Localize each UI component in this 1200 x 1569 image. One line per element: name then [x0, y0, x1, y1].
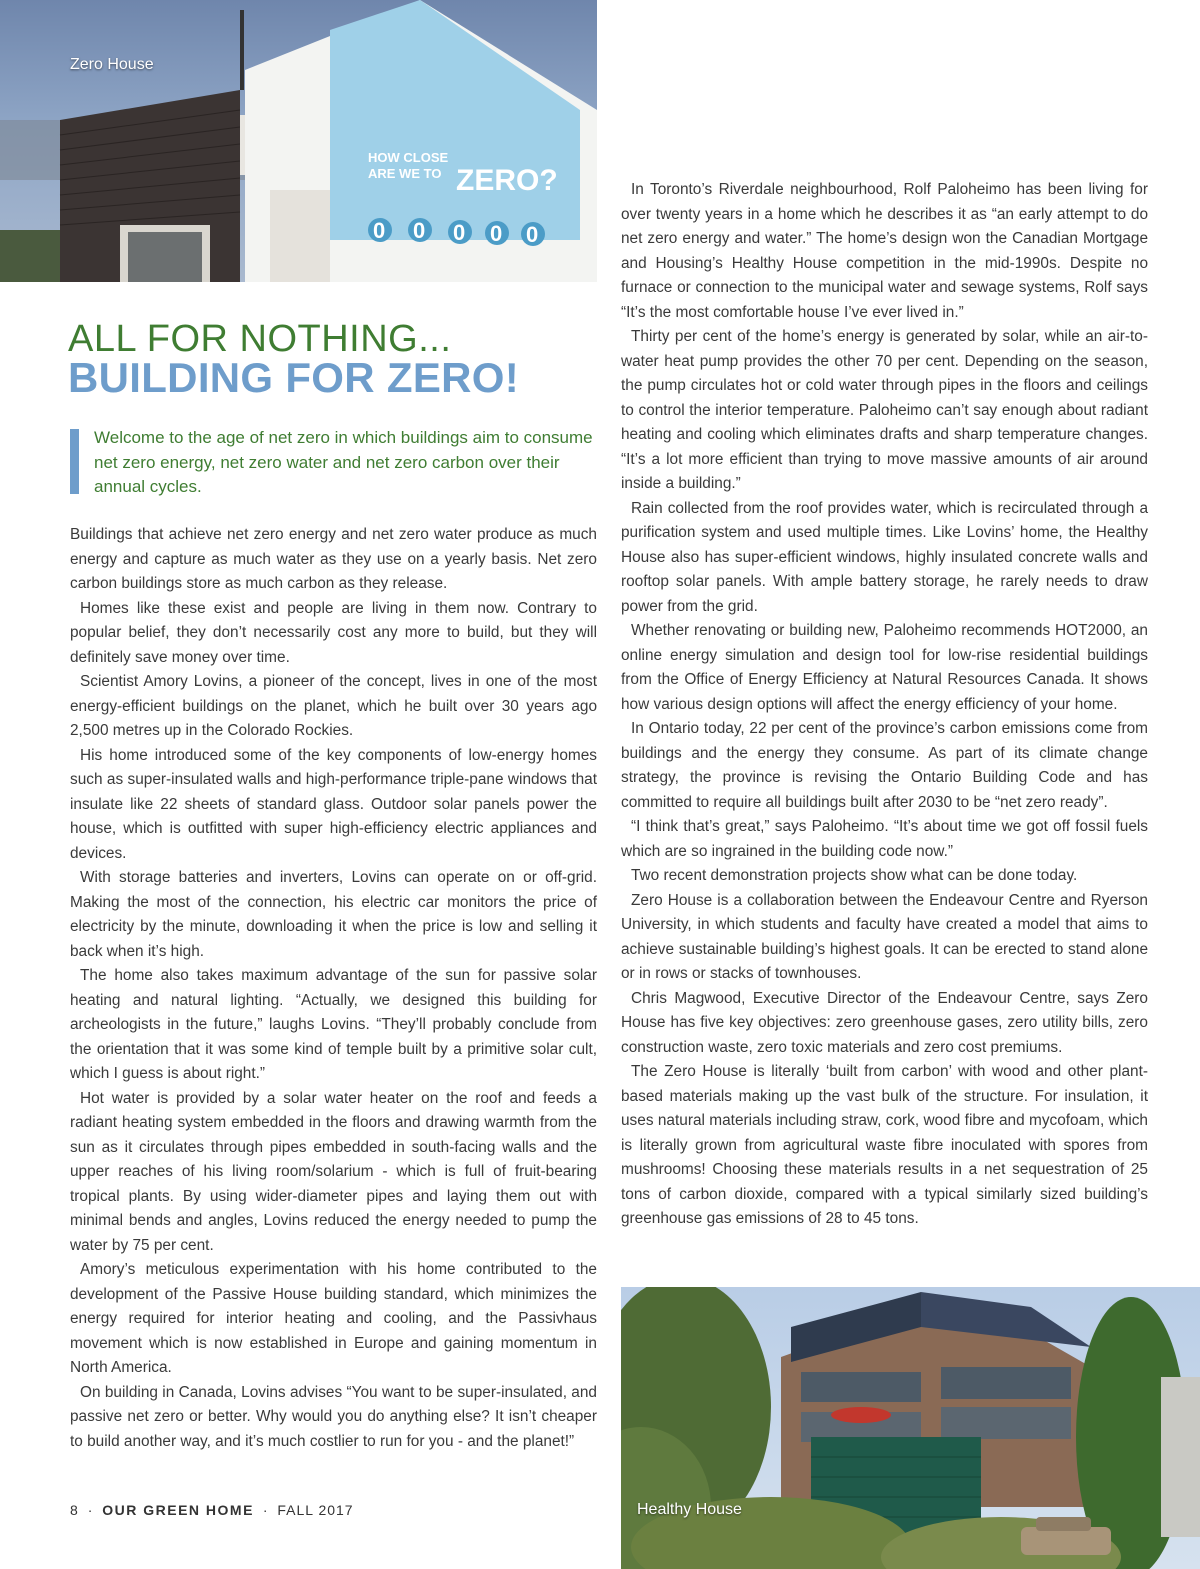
paragraph: Scientist Amory Lovins, a pioneer of the concept, lives in one of the most energy-efficient buildings on the planet, which he built over 30 years ago 2,500 metres up in the Colorado Rockies.	[70, 673, 597, 739]
article-right-column	[621, 178, 1148, 1232]
sign-counter-1: 0	[373, 218, 386, 243]
article-left-column	[70, 523, 597, 1454]
photo-caption-zero-house: Zero House	[70, 56, 154, 73]
page-footer	[70, 1502, 354, 1518]
intro-text: Welcome to the age of net zero in which buildings aim to consume net zero energy, net zero water and net zero carbon over their annual cycles.	[94, 428, 593, 496]
issue-label: FALL 2017	[277, 1502, 354, 1518]
sign-line1: HOW CLOSE	[368, 150, 449, 165]
intro-accent-bar	[70, 429, 79, 494]
paragraph: “I think that’s great,” says Paloheimo. “It’s about time we got off fossil fuels which are so ingrained in the building code now.”	[621, 818, 1148, 860]
paragraph: Chris Magwood, Executive Director of the Endeavour Centre, says Zero House has five key objectives: zero greenhouse gases, zero utility bills, zero construction waste, zero toxic materials and zero cost premiums.	[621, 989, 1148, 1056]
zero-house-photo	[0, 0, 597, 282]
zero-house-illustration	[0, 0, 597, 282]
sign-counter-5: 0	[526, 222, 539, 247]
healthy-house-illustration	[621, 1287, 1200, 1569]
paragraph: His home introduced some of the key components of low-energy homes such as super-insulated walls and high-performance triple-pane windows that insulate like 22 sheets of standard glass. Outdoor solar panels power the house, which is outfitted with super high-efficiency electric appliances and devices.	[70, 746, 597, 862]
paragraph: Amory’s meticulous experimentation with his home contributed to the development of the Passive House building standard, which minimizes the energy required for interior heating and cooling, and the Passivhaus movement which is now established in Europe and gaining momentum in North America.	[70, 1261, 597, 1376]
separator-dot: ·	[262, 1502, 269, 1518]
sign-zero: ZERO?	[456, 164, 558, 197]
paragraph: Buildings that achieve net zero energy and net zero water produce as much energy and capture as much water as they use on a yearly basis. Net zero carbon buildings store as much carbon as they release.	[70, 526, 597, 592]
paragraph: With storage batteries and inverters, Lovins can operate on or off-grid. Making the most of the connection, his electric car monitors the price of electricity by the minute, downloading it when the price is low and selling it back when it’s high.	[70, 869, 597, 960]
photo-caption-healthy-house: Healthy House	[637, 1501, 742, 1518]
paragraph: Whether renovating or building new, Paloheimo recommends HOT2000, an online energy simulation and design tool for low-rise residential buildings from the Office of Energy Efficiency at Natural Resources Canada. It shows how various design options will affect the energy efficiency of your home.	[621, 622, 1148, 713]
paragraph: Hot water is provided by a solar water heater on the roof and feeds a radiant heating system embedded in the floors and drawing warmth from the sun as it circulates through pipes embedded in south-facing walls and the upper reaches of his living room/solarium - which is full of fruit-bearing tropical plants. By using wider-diameter pipes and laying them out with minimal bends and angles, Lovins reduced the energy needed to pump the water by 75 per cent.	[70, 1089, 597, 1254]
paragraph: Rain collected from the roof provides water, which is recirculated through a purification system and used multiple times. Like Lovins’ home, the Healthy House also has super-efficient windows, highly insulated concrete walls and rooftop solar panels. With ample battery storage, he rarely needs to draw power from the grid.	[621, 499, 1148, 615]
paragraph: The home also takes maximum advantage of the sun for passive solar heating and natural lighting. “Actually, we designed this building for archeologists in the future,” laughs Lovins. “They’ll probably conclude from the orientation that it was some kind of temple built by a primitive solar cult, which I guess is about right.”	[70, 967, 597, 1082]
paragraph: Homes like these exist and people are living in them now. Contrary to popular belief, they don’t necessarily cost any more to build, but they will definitely save money over time.	[70, 599, 597, 666]
paragraph: Thirty per cent of the home’s energy is generated by solar, while an air-to-water heat pump provides the other 70 per cent. Depending on the season, the pump circulates hot or cold water through pipes in the floors and ceilings to control the interior temperature. Paloheimo can’t say enough about radiant heating and cooling which eliminates drafts and sharp temperature changes. “It’s a lot more efficient than trying to move massive amounts of air around inside a building.”	[621, 328, 1148, 492]
paragraph: Zero House is a collaboration between the Endeavour Centre and Ryerson University, in which students and faculty have created a model that aims to achieve sustainable building’s highest goals. It can be erected to stand alone or in rows or stacks of townhouses.	[621, 891, 1148, 982]
paragraph: In Toronto’s Riverdale neighbourhood, Rolf Paloheimo has been living for over twenty years in a home which he describes it as “an early attempt to do net zero energy and water.” The home’s design won the Canadian Mortgage and Housing’s Healthy House competition in the mid-1990s. Despite no furnace or connection to the municipal water and sewage systems, Rolf says “It’s the most comfortable house I’ve ever lived in.”	[621, 181, 1148, 321]
headline-line2: BUILDING FOR ZERO!	[68, 354, 520, 401]
healthy-house-photo	[621, 1287, 1200, 1569]
sign-line2: ARE WE TO	[368, 166, 442, 181]
paragraph: The Zero House is literally ‘built from carbon’ with wood and other plant-based materials making up the vast bulk of the structure. For insulation, it uses natural materials including straw, cork, wood fibre and mycofoam, which is literally grown from agricultural waste fibre inoculated with spores from mushrooms! Choosing these materials results in a net sequestration of 25 tons of carbon dioxide, compared with a typical similarly sized building’s greenhouse gas emissions of 28 to 45 tons.	[621, 1063, 1148, 1227]
sign-counter-3: 0	[453, 220, 466, 245]
paragraph: On building in Canada, Lovins advises “You want to be super-insulated, and passive net zero or better. Why would you do anything else? It isn’t cheaper to build another way, and it’s much costlier to run for you - and the planet!”	[70, 1383, 597, 1450]
headline-line1: ALL FOR NOTHING...	[68, 318, 452, 360]
sign-counter-2: 0	[413, 218, 426, 243]
sign-counter-4: 0	[490, 221, 503, 246]
magazine-name: OUR GREEN HOME	[102, 1502, 254, 1518]
paragraph: Two recent demonstration projects show what can be done today.	[631, 867, 1078, 884]
page-number: 8	[70, 1502, 79, 1518]
paragraph: In Ontario today, 22 per cent of the province’s carbon emissions come from buildings and the energy they consume. As part of its climate change strategy, the province is revising the Ontario Building Code and has committed to require all buildings built after 2030 to be “net zero ready”.	[621, 720, 1148, 811]
separator-dot: ·	[87, 1502, 94, 1518]
